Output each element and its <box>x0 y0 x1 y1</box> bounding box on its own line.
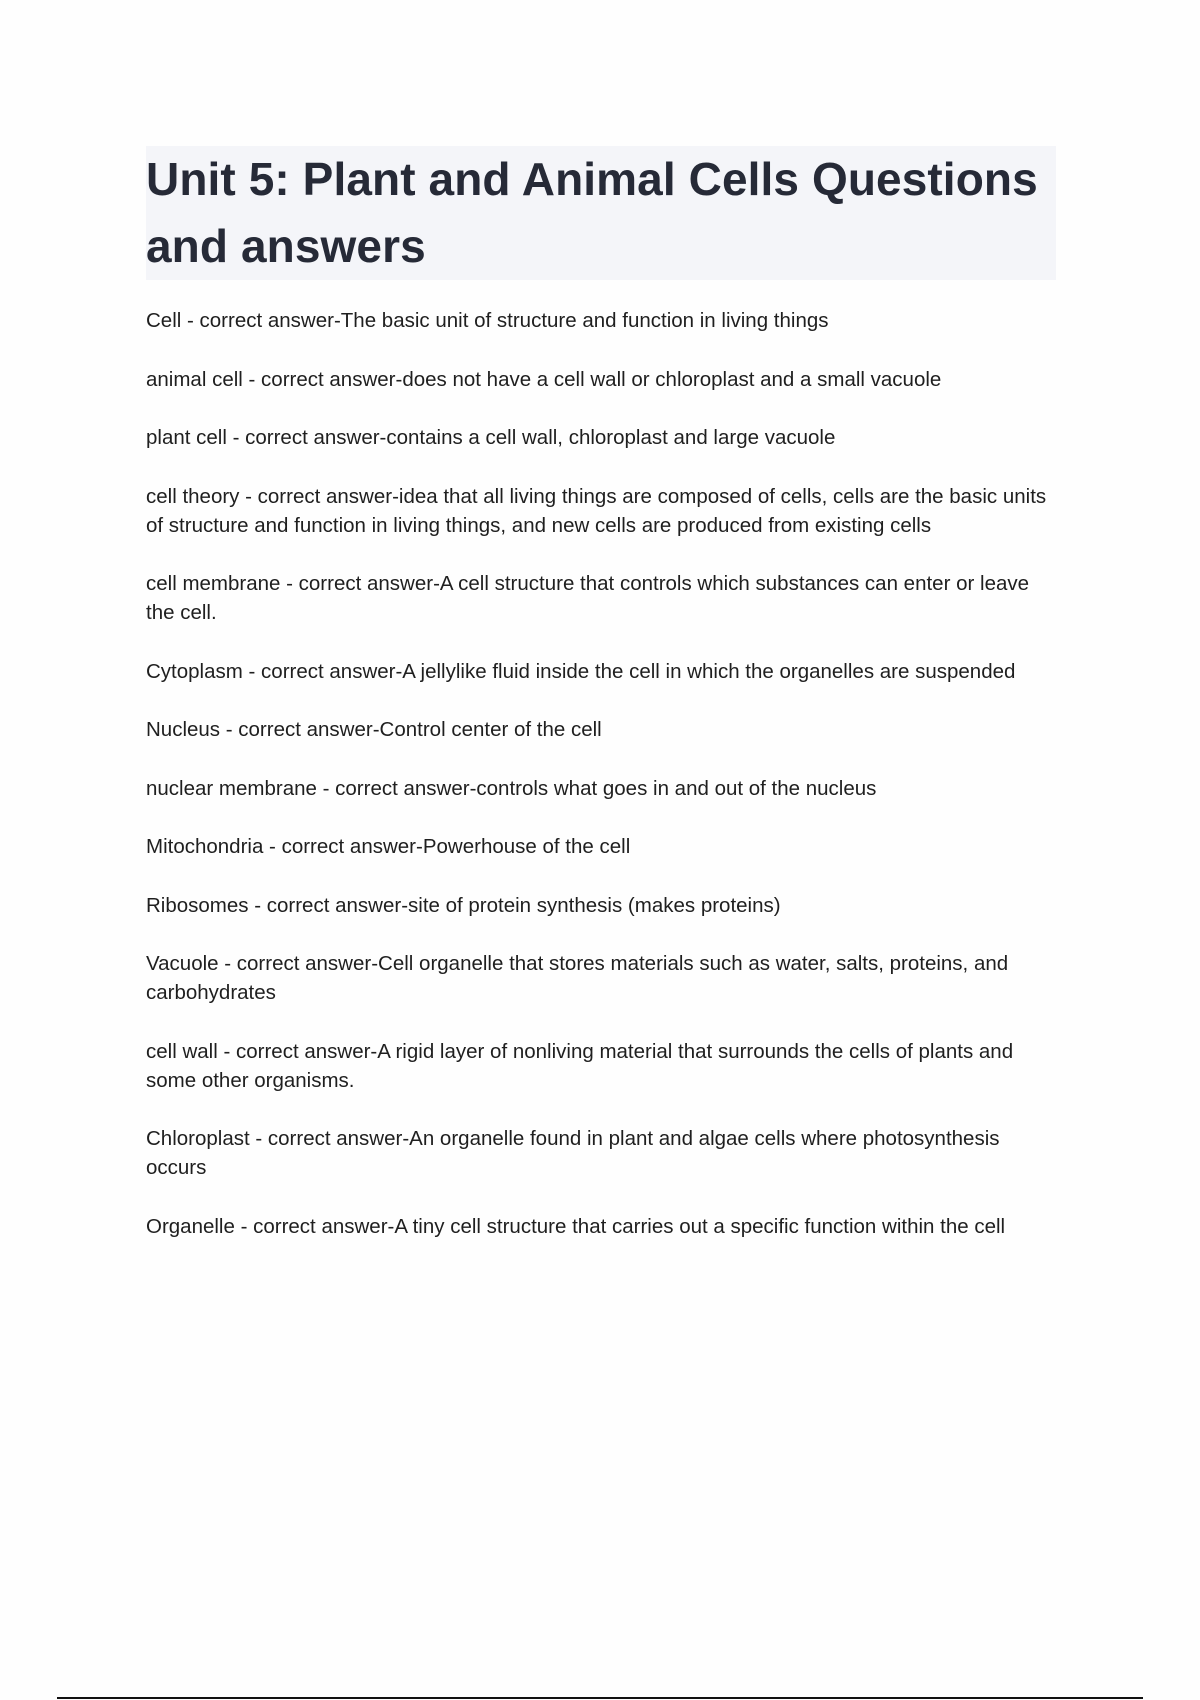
qa-list <box>146 306 1062 1270</box>
qa-item-nuclear-membrane: nuclear membrane - correct answer-controls what goes in and out of the nucleus <box>146 776 877 800</box>
page-title: Unit 5: Plant and Animal Cells Questions and answers <box>146 153 1038 272</box>
qa-item-cell-wall: cell wall - correct answer-A rigid layer of nonliving material that surrounds the cells of plants and some other organisms. <box>146 1039 1014 1092</box>
qa-item-animal-cell: animal cell - correct answer-does not have a cell wall or chloroplast and a small vacuole <box>146 367 942 391</box>
qa-item-chloroplast: Chloroplast - correct answer-An organelle found in plant and algae cells where photosynthesis occurs <box>146 1127 1000 1179</box>
qa-item-mitochondria: Mitochondria - correct answer-Powerhouse of the cell <box>146 835 631 858</box>
qa-item-vacuole: Vacuole - correct answer-Cell organelle that stores materials such as water, salts, proteins, and carbohydrates <box>146 952 1009 1004</box>
footer-divider <box>57 1697 1143 1699</box>
qa-item-organelle: Organelle - correct answer-A tiny cell structure that carries out a specific function within the cell <box>146 1214 1006 1238</box>
qa-item-cell-membrane: cell membrane - correct answer-A cell structure that controls which substances can enter or leave the cell. <box>146 572 1030 624</box>
qa-item-plant-cell: plant cell - correct answer-contains a cell wall, chloroplast and large vacuole <box>146 426 836 449</box>
qa-item-cytoplasm: Cytoplasm - correct answer-A jellylike fluid inside the cell in which the organelles are suspended <box>146 659 1016 683</box>
qa-item-nucleus: Nucleus - correct answer-Control center of the cell <box>146 718 602 741</box>
title-block <box>146 146 1056 280</box>
qa-item-cell-theory: cell theory - correct answer-idea that all living things are composed of cells, cells are the basic units of structure and function in living things, and new cells are produced from existing cells <box>146 484 1047 537</box>
qa-item-ribosomes: Ribosomes - correct answer-site of protein synthesis (makes proteins) <box>146 893 781 917</box>
qa-item-cell: Cell - correct answer-The basic unit of structure and function in living things <box>146 309 829 332</box>
